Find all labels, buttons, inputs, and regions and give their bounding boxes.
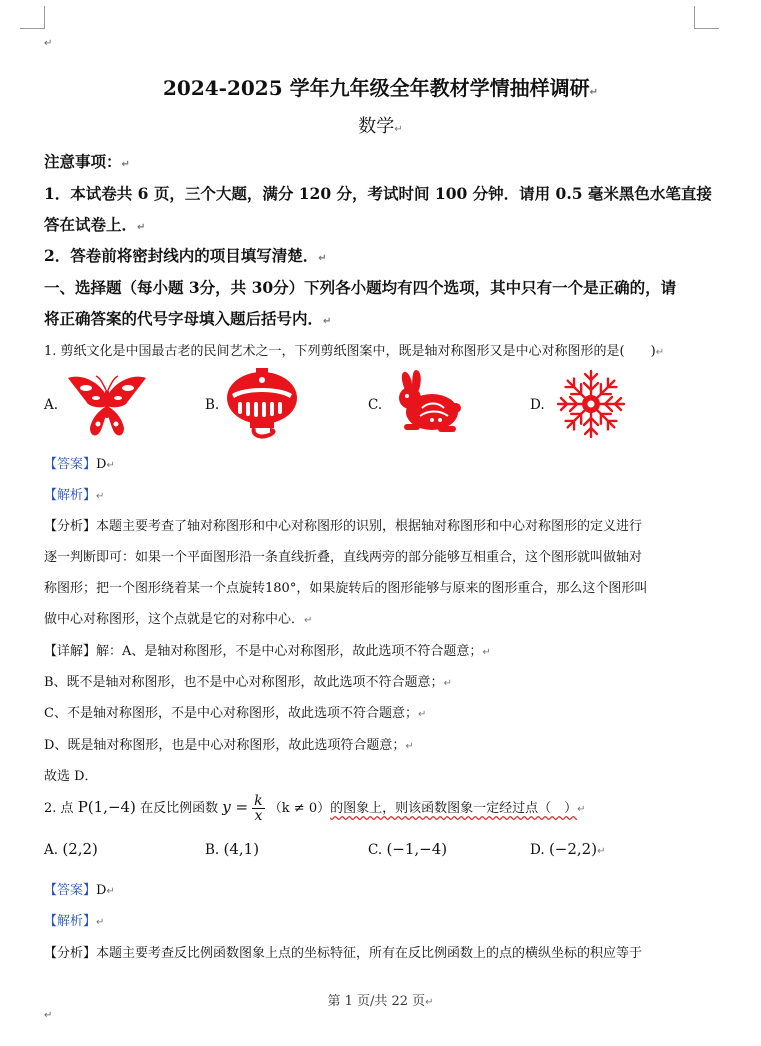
paragraph-mark-icon: ↵ xyxy=(106,460,115,471)
crop-mark-top-left xyxy=(20,6,45,29)
note-item-2: 2．答卷前将密封线内的项目填写清楚．↵ xyxy=(44,246,327,265)
lantern-papercut-icon xyxy=(224,368,300,440)
note-item-1-cont: 答在试卷上．↵ xyxy=(44,215,146,234)
q1-detail-d: D、既是轴对称图形，也是中心对称图形，故此选项符合题意；↵ xyxy=(44,738,414,753)
q1-fenxi-line-4: 做中心对称图形，这个点就是它的对称中心．↵ xyxy=(44,612,313,627)
paragraph-mark-icon: ↵ xyxy=(405,741,414,752)
q2-option-d[interactable]: D. (−2,2)↵ xyxy=(530,840,606,858)
q1-option-d-label[interactable]: D. xyxy=(530,397,545,413)
q2-fenxi-line-1: 【分析】本题主要考查反比例函数图象上点的坐标特征，所有在反比例函数上的点的横纵坐标的积应等于 xyxy=(44,946,643,961)
paragraph-mark-icon: ↵ xyxy=(655,347,665,358)
q1-fenxi-line-2: 逐一判断即可：如果一个平面图形沿一条直线折叠，直线两旁的部分能够互相重合，这个图形就叫做轴对 xyxy=(44,550,643,565)
paragraph-mark-icon: ↵ xyxy=(121,159,130,170)
q1-fenxi-line-1: 【分析】本题主要考查了轴对称图形和中心对称图形的识别，根据轴对称图形和中心对称图形的定义进行 xyxy=(44,519,643,534)
paragraph-mark-icon: ↵ xyxy=(589,87,598,98)
notes-heading: 注意事项：↵ xyxy=(44,152,130,171)
q1-fenxi-line-3: 称图形；把一个图形绕着某一个点旋转180°，如果旋转后的图形能够与原来的图形重合，那么这个图形叫 xyxy=(44,581,648,596)
paragraph-mark-icon: ↵ xyxy=(304,615,313,626)
page-subtitle: 数学↵ xyxy=(358,116,403,137)
butterfly-papercut-icon xyxy=(66,372,148,440)
section-heading-cont: 将正确答案的代号字母填入题后括号内．↵ xyxy=(44,309,332,328)
paragraph-mark-icon: ↵ xyxy=(106,886,115,897)
paragraph-mark-icon: ↵ xyxy=(417,709,427,720)
q1-option-a-label[interactable]: A. xyxy=(44,397,59,413)
paragraph-mark-icon: ↵ xyxy=(394,124,403,135)
snowflake-papercut-icon xyxy=(552,368,630,440)
paragraph-mark-icon: ↵ xyxy=(597,846,606,857)
q2-point: P(1,−4) xyxy=(77,798,136,816)
paragraph-mark-icon: ↵ xyxy=(482,647,491,658)
crop-mark-top-right xyxy=(694,6,719,29)
paragraph-mark-icon: ↵ xyxy=(96,917,105,928)
q1-detail-b: B、既不是轴对称图形，也不是中心对称图形，故此选项不符合题意；↵ xyxy=(44,675,452,690)
q1-detail-c: C、不是轴对称图形，不是中心对称图形，故此选项不符合题意；↵ xyxy=(44,706,427,721)
page-footer: 第 1 页/共 22 页↵ xyxy=(327,994,434,1009)
paragraph-mark-icon: ↵ xyxy=(137,222,146,233)
paragraph-mark-icon: ↵ xyxy=(323,316,332,327)
paragraph-mark-icon: ↵ xyxy=(443,678,452,689)
q1-detail-a: 【详解】解：A、是轴对称图形，不是中心对称图形，故此选项不符合题意；↵ xyxy=(44,644,491,659)
paragraph-mark-icon: ↵ xyxy=(318,253,327,264)
q2-answer: 【答案】D↵ xyxy=(44,883,115,898)
q1-conclusion: 故选 D． xyxy=(44,769,98,784)
paragraph-mark-icon: ↵ xyxy=(96,491,105,502)
q2-analysis-tag: 【解析】↵ xyxy=(44,914,105,929)
paragraph-mark-icon: ↵ xyxy=(44,1010,53,1021)
question-1-stem: 1. 剪纸文化是中国最古老的民间艺术之一，下列剪纸图案中，既是轴对称图形又是中心对称图形的是( )↵ xyxy=(44,344,665,359)
paragraph-mark-icon: ↵ xyxy=(425,997,434,1008)
q2-fraction: $\frac{k}{x}$ xyxy=(254,793,263,824)
q1-analysis-tag: 【解析】↵ xyxy=(44,488,105,503)
q1-option-c-label[interactable]: C. xyxy=(368,397,383,413)
section-heading: 一、选择题（每小题 3分，共 30分）下列各小题均有四个选项，其中只有一个是正确的，请 xyxy=(44,278,677,297)
paragraph-mark-icon: ↵ xyxy=(44,38,53,49)
question-2-stem: 2. 点 P(1,−4) 在反比例函数 y = $\frac{k}{x}$ （k ≠ 0）的图象上，则该函数图象一定经过点（ ）↵ xyxy=(44,793,586,824)
q2-option-b[interactable]: B. (4,1) xyxy=(205,840,260,858)
q2-option-a[interactable]: A. (2,2) xyxy=(44,840,98,858)
q2-option-c[interactable]: C. (−1,−4) xyxy=(368,840,448,858)
note-item-1: 1．本试卷共 6 页，三个大题，满分 120 分，考试时间 100 分钟．请用 0.5 毫米黑色水笔直接 xyxy=(44,184,712,203)
q1-option-b-label[interactable]: B. xyxy=(205,397,220,413)
paragraph-mark-icon: ↵ xyxy=(577,804,586,815)
page-title: 2024-2025 学年九年级全年教材学情抽样调研↵ xyxy=(163,76,598,100)
rabbit-papercut-icon xyxy=(390,368,462,438)
q1-answer: 【答案】D↵ xyxy=(44,457,115,472)
